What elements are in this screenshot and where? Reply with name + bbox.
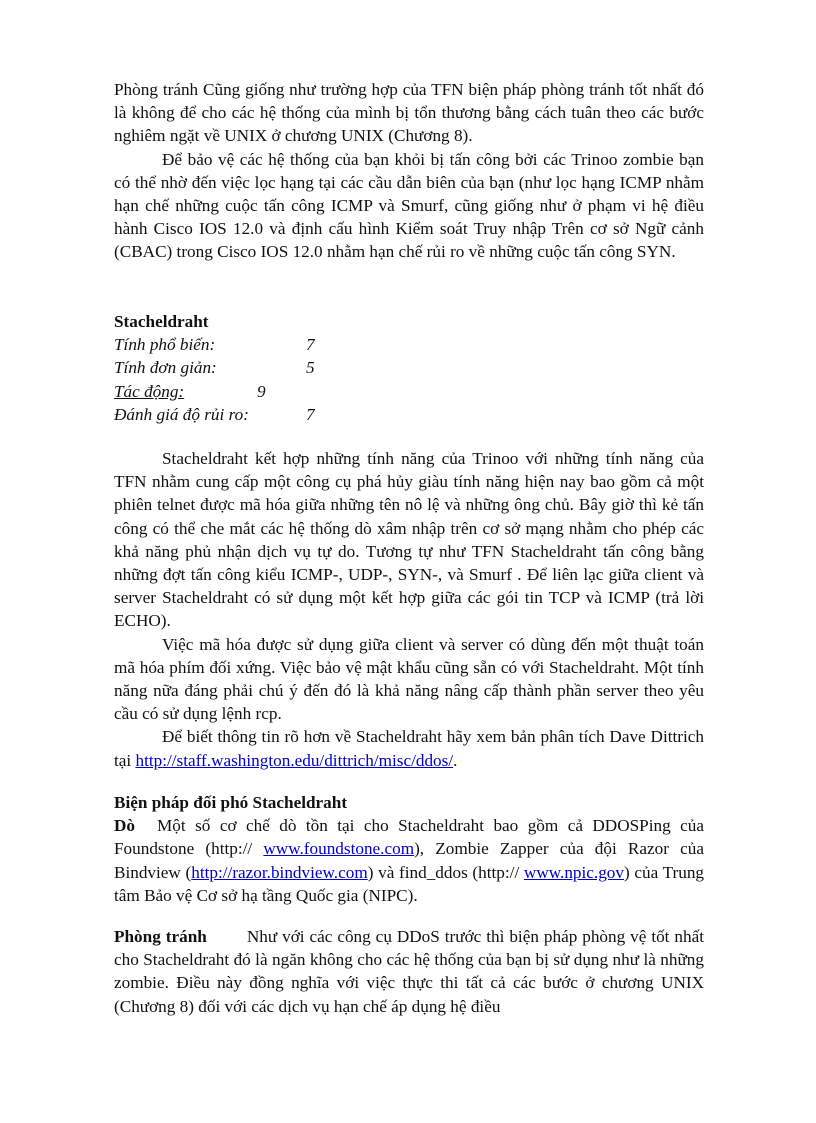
prevention-text: Như với các công cụ DDoS trước thì biện pháp phòng vệ tốt nhất cho Stacheldraht đó là ngăn không cho các hệ thống của bạn bị sử dụng như là những zombie. Điều này đồng nghĩa với việc thực thi tất cả các bước ở chương UNIX (Chương 8) đối với các dịch vụ hạn chế áp dụng hệ điều: [114, 927, 704, 1016]
section-countermeasures: [114, 791, 704, 907]
rating-risk: [114, 403, 704, 426]
prevention-paragraph-stacheldraht: [114, 925, 704, 1018]
detection-text-2: ), Zombie Zapper của đội Razor của Bindview (: [114, 839, 704, 882]
rating-impact: [114, 380, 704, 403]
rating-value: 5: [306, 358, 315, 378]
dittrich-link[interactable]: http://staff.washington.edu/dittrich/misc/ddos/: [135, 750, 454, 770]
reference-end: .: [453, 750, 458, 770]
rating-simplicity: [114, 356, 704, 379]
detection-label: Dò: [114, 816, 136, 836]
router-filtering-paragraph: Để bảo vệ các hệ thống của bạn khỏi bị tấn công bởi các Trinoo zombie bạn có thể nhờ đến việc lọc hạng tại các cầu dẫn biên của bạn (như lọc hạng ICMP nhằm hạn chế những cuộc tấn công ICMP và Smurf, cũng giống như ở phạm vi hệ điều hành Cisco IOS 12.0 và định cấu hình Kiểm soát Truy nhập Trên cơ sở Ngữ cảnh (CBAC) trong Cisco IOS 12.0 nhằm hạn chế rủi ro về những cuộc tấn công SYN.: [114, 149, 704, 262]
detection-paragraph: [114, 814, 704, 907]
detection-text-1: Một số cơ chế dò tồn tại cho Stacheldraht bao gồm cả DDOSPing của Foundstone (http://: [114, 816, 704, 859]
razor-link[interactable]: http://razor.bindview.com: [191, 862, 368, 882]
prevention-paragraph: Phòng tránh Cũng giống như trường hợp của TFN biện pháp phòng tránh tốt nhất đó là không để cho các hệ thống của mình bị tổn thương bằng cách tuân theo các bước nghiêm ngặt về UNIX ở chương UNIX (Chương 8).: [114, 80, 704, 146]
stacheldraht-encryption-paragraph: Việc mã hóa được sử dụng giữa client và server có dùng đến một thuật toán mã hóa phím đối xứng. Việc bảo vệ mật khẩu cũng sẵn có với Stacheldraht. Một tính năng nữa đáng phải chú ý đến đó là khả năng nâng cấp thành phần server theo yêu cầu có sử dụng lệnh rcp.: [114, 634, 704, 724]
rating-label: Tác động:: [114, 381, 185, 401]
rating-value: 7: [306, 335, 315, 355]
detection-text-4: ) của Trung tâm Bảo vệ Cơ sở hạ tầng Quốc gia (NIPC).: [114, 862, 705, 905]
section-stacheldraht: [114, 310, 704, 426]
rating-label: Tính phổ biến:: [114, 335, 216, 355]
rating-label: Tính đơn giản:: [114, 358, 217, 378]
risk-rating-table: [114, 333, 704, 426]
rating-value: 7: [306, 404, 315, 424]
rating-popularity: [114, 333, 704, 356]
stacheldraht-overview-paragraph: Stacheldraht kết hợp những tính năng của Trinoo với những tính năng của TFN nhằm cung cấp một công cụ phá hủy giàu tính năng hiện nay bao gồm cả một phiên telnet được mã hóa giữa những tên nô lệ và những ông chủ. Bây giờ thì kẻ tấn công có thể che mắt các hệ thống dò xâm nhập trên cơ sở mạng nhằm cho phép các khả năng phủ nhận dịch vụ tự do. Tương tự như TFN Stacheldraht tấn công bằng những đợt tấn công kiểu ICMP-, UDP-, SYN-, và Smurf . Để liên lạc giữa client và server Stacheldraht có sử dụng một kết hợp giữa các gói tin TCP và ICMP (trả lời ECHO).: [114, 449, 704, 631]
rating-value: 9: [257, 381, 266, 401]
prevention-label: Phòng tránh: [114, 927, 207, 946]
detection-text-3: ) và find_ddos (http://: [367, 862, 524, 882]
stacheldraht-reference-paragraph: [114, 725, 704, 771]
section-stacheldraht-body: [114, 447, 704, 772]
npic-link[interactable]: www.npic.gov: [523, 862, 624, 882]
rating-label: Đánh giá độ rủi ro:: [114, 404, 249, 424]
countermeasures-heading: Biện pháp đối phó Stacheldraht: [114, 793, 348, 812]
section-prevention: [114, 925, 704, 1018]
reference-text: Để biết thông tin rõ hơn về Stacheldraht hãy xem bản phân tích Dave Dittrich tại: [114, 727, 704, 770]
section-trinoo-countermeasures: [114, 78, 704, 264]
foundstone-link[interactable]: www.foundstone.com: [263, 839, 415, 859]
stacheldraht-heading: Stacheldraht: [114, 312, 209, 331]
